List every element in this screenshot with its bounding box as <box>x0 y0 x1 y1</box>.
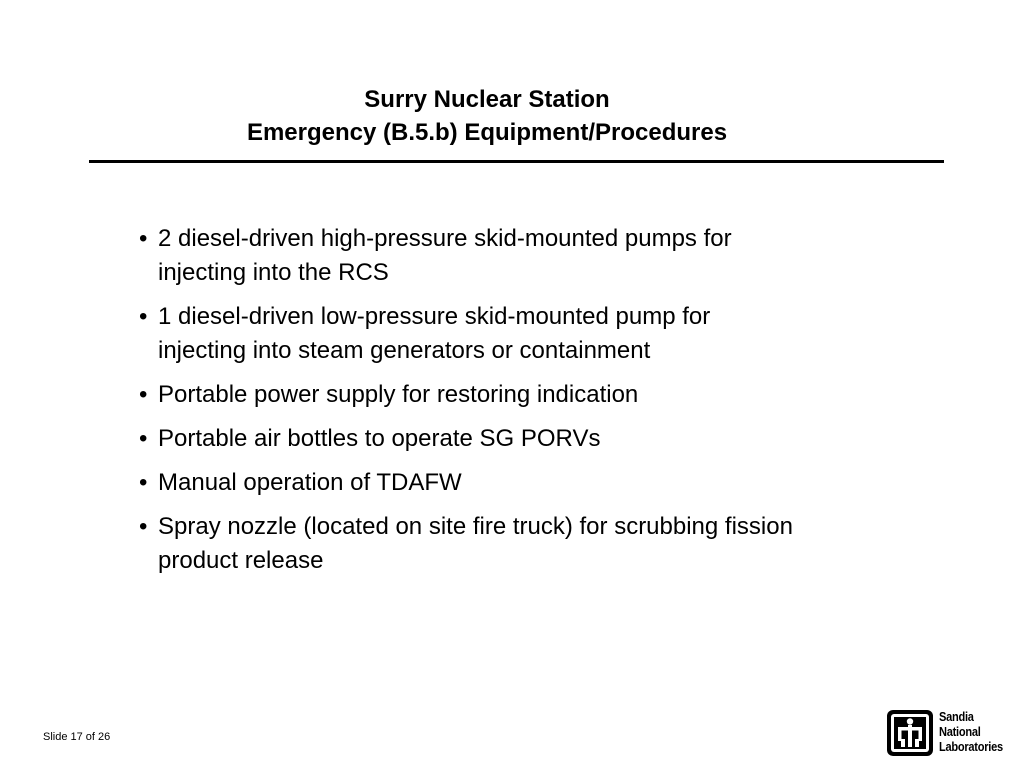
bullet-text-line: Portable power supply for restoring indication <box>158 381 639 408</box>
bullet-mark: • <box>139 513 148 540</box>
bullet-mark: • <box>139 425 148 452</box>
title-divider <box>89 160 944 163</box>
bullet-text-line: 1 diesel-driven low-pressure skid-mounted pump for <box>158 303 711 330</box>
slide-title: Surry Nuclear Station <box>364 86 610 113</box>
bullet-text-line: Spray nozzle (located on site fire truck) for scrubbing fission <box>158 513 793 540</box>
logo-word: Laboratories <box>939 739 1003 754</box>
bullet-mark: • <box>139 381 148 408</box>
bullet-text-line: injecting into the RCS <box>158 259 389 286</box>
sandia-thunderbird-icon <box>887 710 933 756</box>
bullet-item <box>139 300 939 368</box>
bullet-item <box>139 510 939 578</box>
bullet-item <box>139 378 939 412</box>
bullet-item <box>139 222 939 290</box>
logo-wordmark <box>939 709 1003 754</box>
bullet-text-line: injecting into steam generators or containment <box>158 337 651 364</box>
bullet-mark: • <box>139 303 148 330</box>
bullet-list <box>139 222 939 588</box>
bullet-item <box>139 466 939 500</box>
logo-word: Sandia <box>939 709 974 724</box>
slide-subtitle: Emergency (B.5.b) Equipment/Procedures <box>246 119 728 146</box>
bullet-mark: • <box>139 469 148 496</box>
bullet-text-line: 2 diesel-driven high-pressure skid-mounted pumps for <box>158 225 732 252</box>
bullet-item <box>139 422 939 456</box>
bullet-text-line: Portable air bottles to operate SG PORVs <box>158 425 601 452</box>
bullet-text-line: Manual operation of TDAFW <box>158 469 462 496</box>
logo-word: National <box>939 724 981 739</box>
sandia-logo <box>887 708 1017 758</box>
slide-number: Slide 17 of 26 <box>43 731 111 743</box>
bullet-text-line: product release <box>158 547 324 574</box>
bullet-mark: • <box>139 225 148 252</box>
